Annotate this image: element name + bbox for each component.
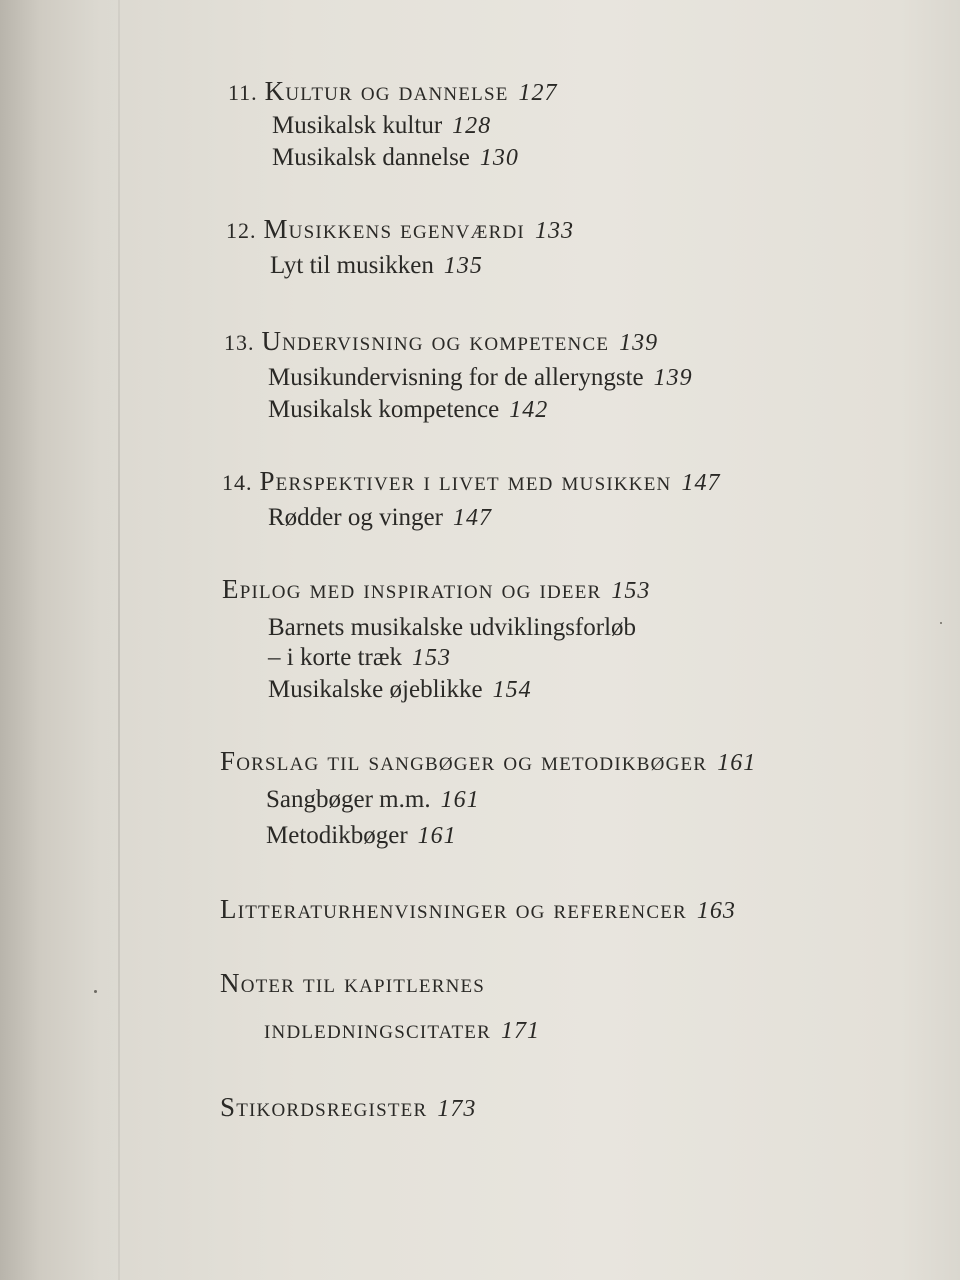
page-number: 153 xyxy=(611,578,651,604)
chapter-title: Perspektiver i livet med musikken xyxy=(259,466,672,496)
section-title: Stikordsregister xyxy=(220,1092,428,1122)
page-number: 127 xyxy=(518,80,558,106)
toc-heading-ch12 xyxy=(226,214,574,245)
page-number: 130 xyxy=(479,145,519,171)
subentry-label: – i korte træk xyxy=(268,644,403,671)
toc-subentry xyxy=(266,822,457,850)
section-title: Noter til kapitlernes xyxy=(220,968,486,998)
toc-subentry xyxy=(268,644,451,672)
subentry-label: Rødder og vinger xyxy=(268,504,443,531)
page-number: 161 xyxy=(717,750,757,776)
toc-heading-ch14 xyxy=(222,466,720,497)
page-number: 135 xyxy=(443,253,483,279)
subentry-label: Musikalsk kultur xyxy=(272,112,443,139)
toc-heading-ch13 xyxy=(224,326,658,357)
toc-heading-ch11 xyxy=(228,76,558,107)
subentry-label: Barnets musikalske udviklingsforløb xyxy=(268,614,637,641)
toc-subentry xyxy=(268,504,492,532)
toc-heading-forslag xyxy=(220,746,756,777)
chapter-number: 13. xyxy=(224,330,255,355)
page-number: 147 xyxy=(452,505,492,531)
toc-subentry xyxy=(266,786,480,814)
page-number: 161 xyxy=(440,787,480,813)
section-title: Epilog med inspiration og ideer xyxy=(222,574,602,604)
page-number: 153 xyxy=(412,645,452,671)
subentry-label: Musikalsk dannelse xyxy=(272,144,470,171)
page-number: 139 xyxy=(619,330,659,356)
toc-subentry xyxy=(272,112,491,140)
chapter-title: Kultur og dannelse xyxy=(264,76,509,106)
toc-heading-litteratur xyxy=(220,894,736,925)
toc-subentry xyxy=(270,252,483,280)
toc-heading-noter xyxy=(220,968,485,999)
subentry-label: Musikalsk kompetence xyxy=(268,396,500,423)
subentry-label: Musikundervisning for de alleryngste xyxy=(268,364,644,391)
paper-speck xyxy=(940,622,942,624)
subentry-label: Lyt til musikken xyxy=(270,252,434,279)
chapter-number: 12. xyxy=(226,218,257,243)
page-number: 163 xyxy=(696,898,736,924)
page-number: 133 xyxy=(534,218,574,244)
toc-subentry xyxy=(268,614,636,642)
toc-subentry xyxy=(268,676,532,704)
section-title: Forslag til sangbøger og metodikbøger xyxy=(220,746,708,776)
page-number: 154 xyxy=(492,677,532,703)
chapter-title: Musikkens egenværdi xyxy=(263,214,525,244)
subentry-label: Metodikbøger xyxy=(266,822,408,849)
subentry-label: Musikalske øjeblikke xyxy=(268,676,483,703)
paper-speck xyxy=(94,990,97,993)
page-number: 128 xyxy=(452,113,492,139)
page-number: 161 xyxy=(417,823,457,849)
page-number: 147 xyxy=(681,470,721,496)
toc-subentry xyxy=(268,364,693,392)
subentry-label: Sangbøger m.m. xyxy=(266,786,431,813)
page-number: 171 xyxy=(500,1018,540,1044)
chapter-number: 14. xyxy=(222,470,253,495)
page-number: 139 xyxy=(653,365,693,391)
chapter-number: 11. xyxy=(228,80,258,105)
toc-heading-epilog xyxy=(222,574,650,605)
toc-heading-stikord xyxy=(220,1092,476,1123)
section-title: Litteraturhenvisninger og referencer xyxy=(220,894,687,924)
page-number: 142 xyxy=(509,397,549,423)
chapter-title: Undervisning og kompetence xyxy=(261,326,610,356)
section-title-continuation: indledningscitater xyxy=(264,1014,491,1044)
toc-heading-noter-continuation xyxy=(264,1014,540,1045)
page-number: 173 xyxy=(437,1096,477,1122)
toc-subentry xyxy=(272,144,519,172)
toc-subentry xyxy=(268,396,548,424)
